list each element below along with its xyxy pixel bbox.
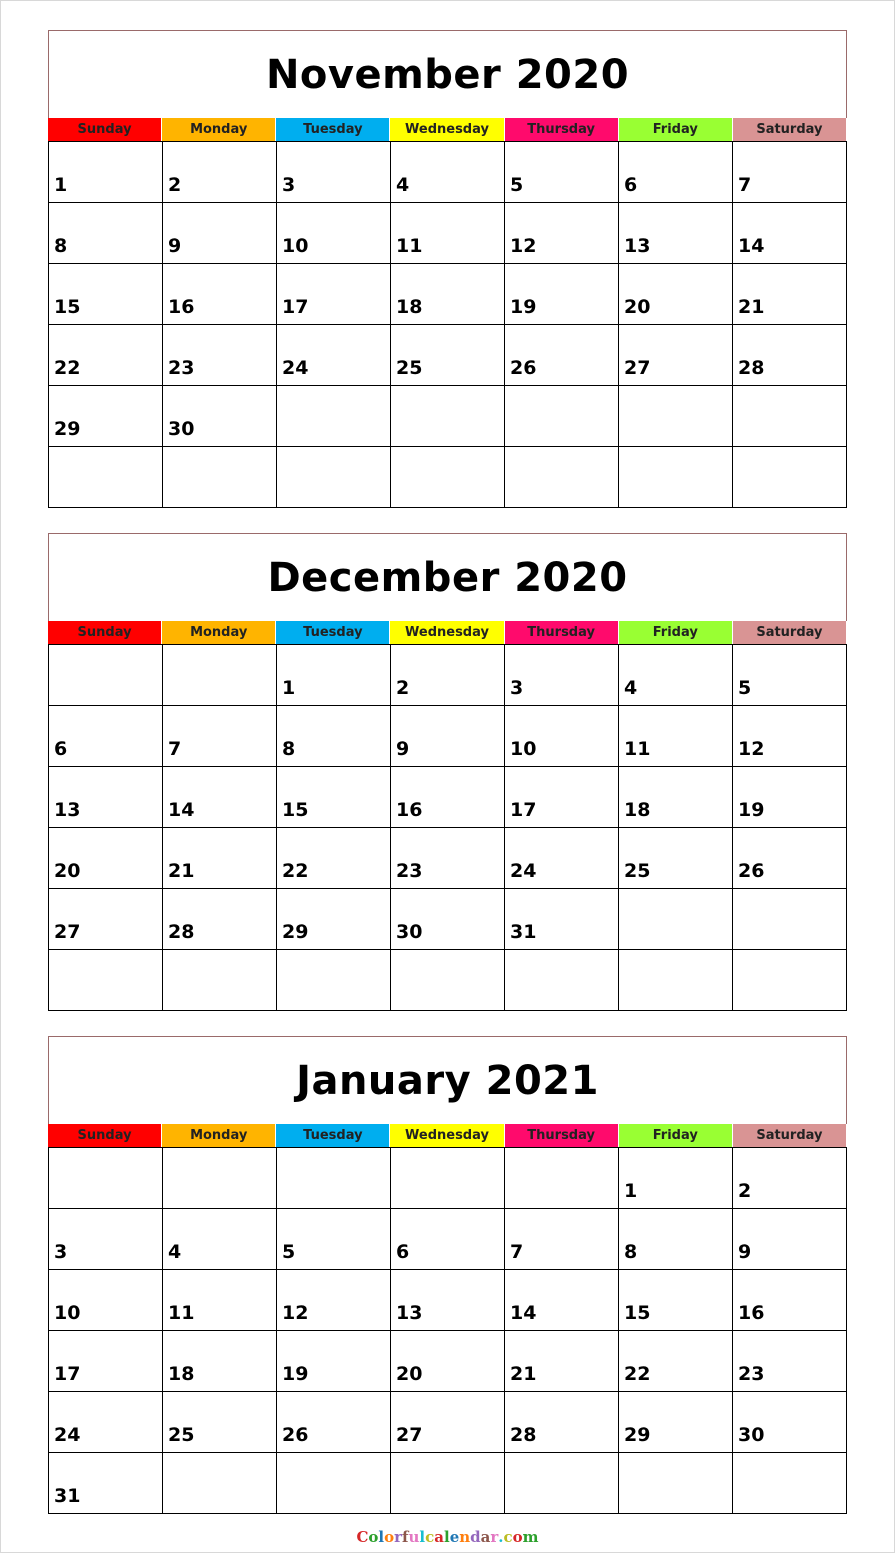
day-number: 22 [624,1363,651,1385]
weekday-monday: Monday [162,1124,276,1147]
day-number: 5 [282,1241,296,1263]
day-number: 7 [510,1241,524,1263]
day-number: 6 [396,1241,410,1263]
day-number: 22 [54,357,81,379]
day-cell [49,264,163,325]
day-cell [277,386,391,447]
day-cell [49,386,163,447]
day-cell [49,889,163,950]
day-cell [277,142,391,203]
day-cell [391,1453,505,1514]
day-cell [733,325,847,386]
day-number: 23 [396,860,423,882]
day-cell [619,828,733,889]
day-cell [505,325,619,386]
day-cell [163,1331,277,1392]
day-cell [619,142,733,203]
day-cell [505,1392,619,1453]
day-cell [277,1331,391,1392]
day-cell [733,645,847,706]
day-cell [505,1270,619,1331]
weekday-thursday: Thursday [505,621,619,644]
day-number: 29 [624,1424,651,1446]
weekday-saturday: Saturday [733,118,847,141]
day-number: 24 [510,860,537,882]
day-number: 6 [624,174,638,196]
day-cell [277,1209,391,1270]
day-cell [277,828,391,889]
day-cell [163,386,277,447]
day-number: 8 [54,235,68,257]
day-number: 14 [738,235,765,257]
day-cell [619,1270,733,1331]
day-cell [49,645,163,706]
day-cell [163,706,277,767]
day-number: 12 [282,1302,309,1324]
day-number: 2 [738,1180,752,1202]
day-cell [277,1453,391,1514]
day-number: 18 [396,296,423,318]
day-cell [619,325,733,386]
day-number: 6 [54,738,68,760]
day-cell [391,1148,505,1209]
day-number: 4 [396,174,410,196]
watermark-letter: r [394,1528,403,1546]
day-number: 11 [624,738,651,760]
day-number: 11 [168,1302,195,1324]
day-cell [733,203,847,264]
day-cell [619,1148,733,1209]
weekday-tuesday: Tuesday [276,1124,390,1147]
day-cell [277,889,391,950]
day-number: 17 [54,1363,81,1385]
month-january-2021 [48,1036,847,1514]
day-cell [619,767,733,828]
watermark-letter: l [378,1528,385,1546]
weekday-header [48,621,847,644]
day-cell [163,264,277,325]
day-cell [49,828,163,889]
weekday-sunday: Sunday [48,1124,162,1147]
watermark-letter: c [425,1528,435,1546]
weekday-wednesday: Wednesday [390,621,504,644]
day-cell [163,889,277,950]
day-cell [505,142,619,203]
day-number: 24 [54,1424,81,1446]
day-number: 15 [54,296,81,318]
day-cell [391,386,505,447]
day-number: 3 [510,677,524,699]
day-cell [505,386,619,447]
watermark-letter: l [419,1528,426,1546]
day-cell [505,447,619,508]
watermark-letter: n [459,1528,471,1546]
day-cell [733,706,847,767]
watermark-letter: a [434,1528,444,1546]
day-cell [619,1209,733,1270]
day-cell [49,1148,163,1209]
day-number: 31 [54,1485,81,1507]
day-number: 26 [510,357,537,379]
day-number: 8 [624,1241,638,1263]
day-cell [619,645,733,706]
day-number: 20 [396,1363,423,1385]
day-number: 19 [510,296,537,318]
day-number: 22 [282,860,309,882]
day-number: 26 [738,860,765,882]
day-number: 2 [396,677,410,699]
day-cell [49,1270,163,1331]
day-number: 16 [738,1302,765,1324]
day-cell [733,264,847,325]
day-number: 9 [396,738,410,760]
day-number: 16 [168,296,195,318]
day-number: 14 [510,1302,537,1324]
month-title: December 2020 [48,533,847,621]
weekday-saturday: Saturday [733,1124,847,1147]
day-cell [619,447,733,508]
site-watermark [0,1526,895,1548]
day-number: 13 [54,799,81,821]
weekday-wednesday: Wednesday [390,1124,504,1147]
day-number: 13 [624,235,651,257]
watermark-letter: C [356,1528,369,1546]
day-cell [277,950,391,1011]
day-number: 24 [282,357,309,379]
day-number: 11 [396,235,423,257]
day-number: 5 [738,677,752,699]
day-cell [733,1148,847,1209]
day-cell [733,386,847,447]
day-number: 15 [624,1302,651,1324]
day-number: 16 [396,799,423,821]
day-cell [277,203,391,264]
day-cell [163,1270,277,1331]
day-number: 10 [54,1302,81,1324]
day-cell [163,142,277,203]
day-cell [163,1453,277,1514]
day-number: 26 [282,1424,309,1446]
day-number: 10 [510,738,537,760]
day-cell [163,645,277,706]
day-number: 4 [168,1241,182,1263]
calendar-grid [48,644,847,1011]
day-cell [733,889,847,950]
day-cell [733,828,847,889]
day-cell [277,767,391,828]
day-number: 15 [282,799,309,821]
day-cell [733,1453,847,1514]
day-cell [505,828,619,889]
day-cell [391,1392,505,1453]
day-cell [391,1209,505,1270]
watermark-letter: m [522,1528,539,1546]
weekday-header [48,1124,847,1147]
day-number: 17 [510,799,537,821]
watermark-letter: c [503,1528,513,1546]
day-number: 27 [624,357,651,379]
weekday-friday: Friday [619,621,733,644]
weekday-tuesday: Tuesday [276,118,390,141]
day-cell [391,447,505,508]
watermark-letter: a [480,1528,491,1546]
day-cell [505,264,619,325]
day-cell [505,889,619,950]
day-cell [505,1331,619,1392]
day-cell [505,950,619,1011]
day-number: 29 [282,921,309,943]
day-cell [733,447,847,508]
weekday-monday: Monday [162,118,276,141]
day-cell [391,767,505,828]
day-number: 23 [168,357,195,379]
day-number: 25 [396,357,423,379]
weekday-friday: Friday [619,118,733,141]
day-number: 1 [54,174,68,196]
day-cell [277,264,391,325]
day-cell [619,706,733,767]
calendar-grid [48,141,847,508]
day-number: 21 [510,1363,537,1385]
day-number: 1 [624,1180,638,1202]
day-number: 12 [510,235,537,257]
day-number: 21 [168,860,195,882]
day-number: 19 [282,1363,309,1385]
weekday-tuesday: Tuesday [276,621,390,644]
day-number: 28 [738,357,765,379]
weekday-friday: Friday [619,1124,733,1147]
day-cell [733,1392,847,1453]
day-cell [391,950,505,1011]
day-number: 12 [738,738,765,760]
day-number: 20 [624,296,651,318]
weekday-wednesday: Wednesday [390,118,504,141]
day-cell [619,386,733,447]
day-number: 9 [168,235,182,257]
day-cell [277,1148,391,1209]
watermark-letter: u [408,1528,420,1546]
day-cell [277,325,391,386]
watermark-letter: d [470,1528,481,1546]
day-cell [277,447,391,508]
watermark-letter: o [384,1528,395,1546]
day-number: 13 [396,1302,423,1324]
day-cell [619,950,733,1011]
weekday-saturday: Saturday [733,621,847,644]
day-number: 28 [510,1424,537,1446]
month-november-2020 [48,30,847,508]
day-number: 27 [396,1424,423,1446]
day-cell [619,889,733,950]
watermark-letter: e [449,1528,460,1546]
weekday-header [48,118,847,141]
day-cell [49,1331,163,1392]
day-cell [49,203,163,264]
day-cell [163,1392,277,1453]
day-number: 30 [738,1424,765,1446]
day-cell [49,447,163,508]
day-cell [49,1453,163,1514]
day-number: 7 [168,738,182,760]
day-number: 23 [738,1363,765,1385]
month-title: January 2021 [48,1036,847,1124]
day-cell [733,1331,847,1392]
day-cell [163,767,277,828]
day-number: 3 [282,174,296,196]
watermark-letter: o [368,1528,379,1546]
watermark-letter: l [443,1528,450,1546]
day-cell [391,203,505,264]
day-number: 1 [282,677,296,699]
day-cell [619,264,733,325]
day-cell [163,1148,277,1209]
day-cell [733,142,847,203]
day-cell [619,1331,733,1392]
day-cell [391,325,505,386]
day-cell [391,889,505,950]
day-cell [163,447,277,508]
day-number: 18 [168,1363,195,1385]
month-december-2020 [48,533,847,1011]
day-cell [391,645,505,706]
day-cell [49,142,163,203]
day-cell [391,1270,505,1331]
day-cell [277,645,391,706]
watermark-letter: r [490,1528,499,1546]
day-number: 29 [54,418,81,440]
day-number: 7 [738,174,752,196]
day-number: 19 [738,799,765,821]
weekday-monday: Monday [162,621,276,644]
day-cell [49,767,163,828]
day-cell [277,1392,391,1453]
day-cell [391,264,505,325]
weekday-thursday: Thursday [505,1124,619,1147]
day-number: 21 [738,296,765,318]
day-cell [619,203,733,264]
day-cell [163,203,277,264]
watermark-letter: o [512,1528,523,1546]
day-cell [619,1392,733,1453]
day-cell [49,325,163,386]
day-number: 9 [738,1241,752,1263]
day-cell [505,203,619,264]
day-number: 5 [510,174,524,196]
day-cell [733,1270,847,1331]
day-number: 3 [54,1241,68,1263]
day-number: 30 [396,921,423,943]
day-cell [505,645,619,706]
day-cell [277,706,391,767]
day-number: 28 [168,921,195,943]
day-cell [49,1209,163,1270]
watermark-letter: f [402,1528,409,1546]
day-cell [505,706,619,767]
day-cell [619,1453,733,1514]
day-number: 20 [54,860,81,882]
day-number: 14 [168,799,195,821]
day-cell [277,1270,391,1331]
day-number: 10 [282,235,309,257]
day-number: 4 [624,677,638,699]
day-cell [49,950,163,1011]
day-number: 31 [510,921,537,943]
day-cell [391,142,505,203]
day-cell [391,828,505,889]
day-cell [733,950,847,1011]
day-number: 30 [168,418,195,440]
day-cell [505,767,619,828]
day-cell [505,1209,619,1270]
day-number: 25 [624,860,651,882]
day-cell [163,828,277,889]
day-cell [733,1209,847,1270]
day-cell [391,706,505,767]
day-cell [163,950,277,1011]
month-title: November 2020 [48,30,847,118]
day-cell [49,1392,163,1453]
weekday-sunday: Sunday [48,621,162,644]
day-cell [505,1148,619,1209]
calendar-grid [48,1147,847,1514]
day-cell [49,706,163,767]
day-cell [391,1331,505,1392]
day-number: 27 [54,921,81,943]
day-number: 8 [282,738,296,760]
weekday-thursday: Thursday [505,118,619,141]
weekday-sunday: Sunday [48,118,162,141]
day-number: 2 [168,174,182,196]
day-cell [733,767,847,828]
watermark-letter: . [498,1528,504,1546]
day-cell [505,1453,619,1514]
day-number: 17 [282,296,309,318]
day-cell [163,1209,277,1270]
day-number: 18 [624,799,651,821]
day-number: 25 [168,1424,195,1446]
day-cell [163,325,277,386]
